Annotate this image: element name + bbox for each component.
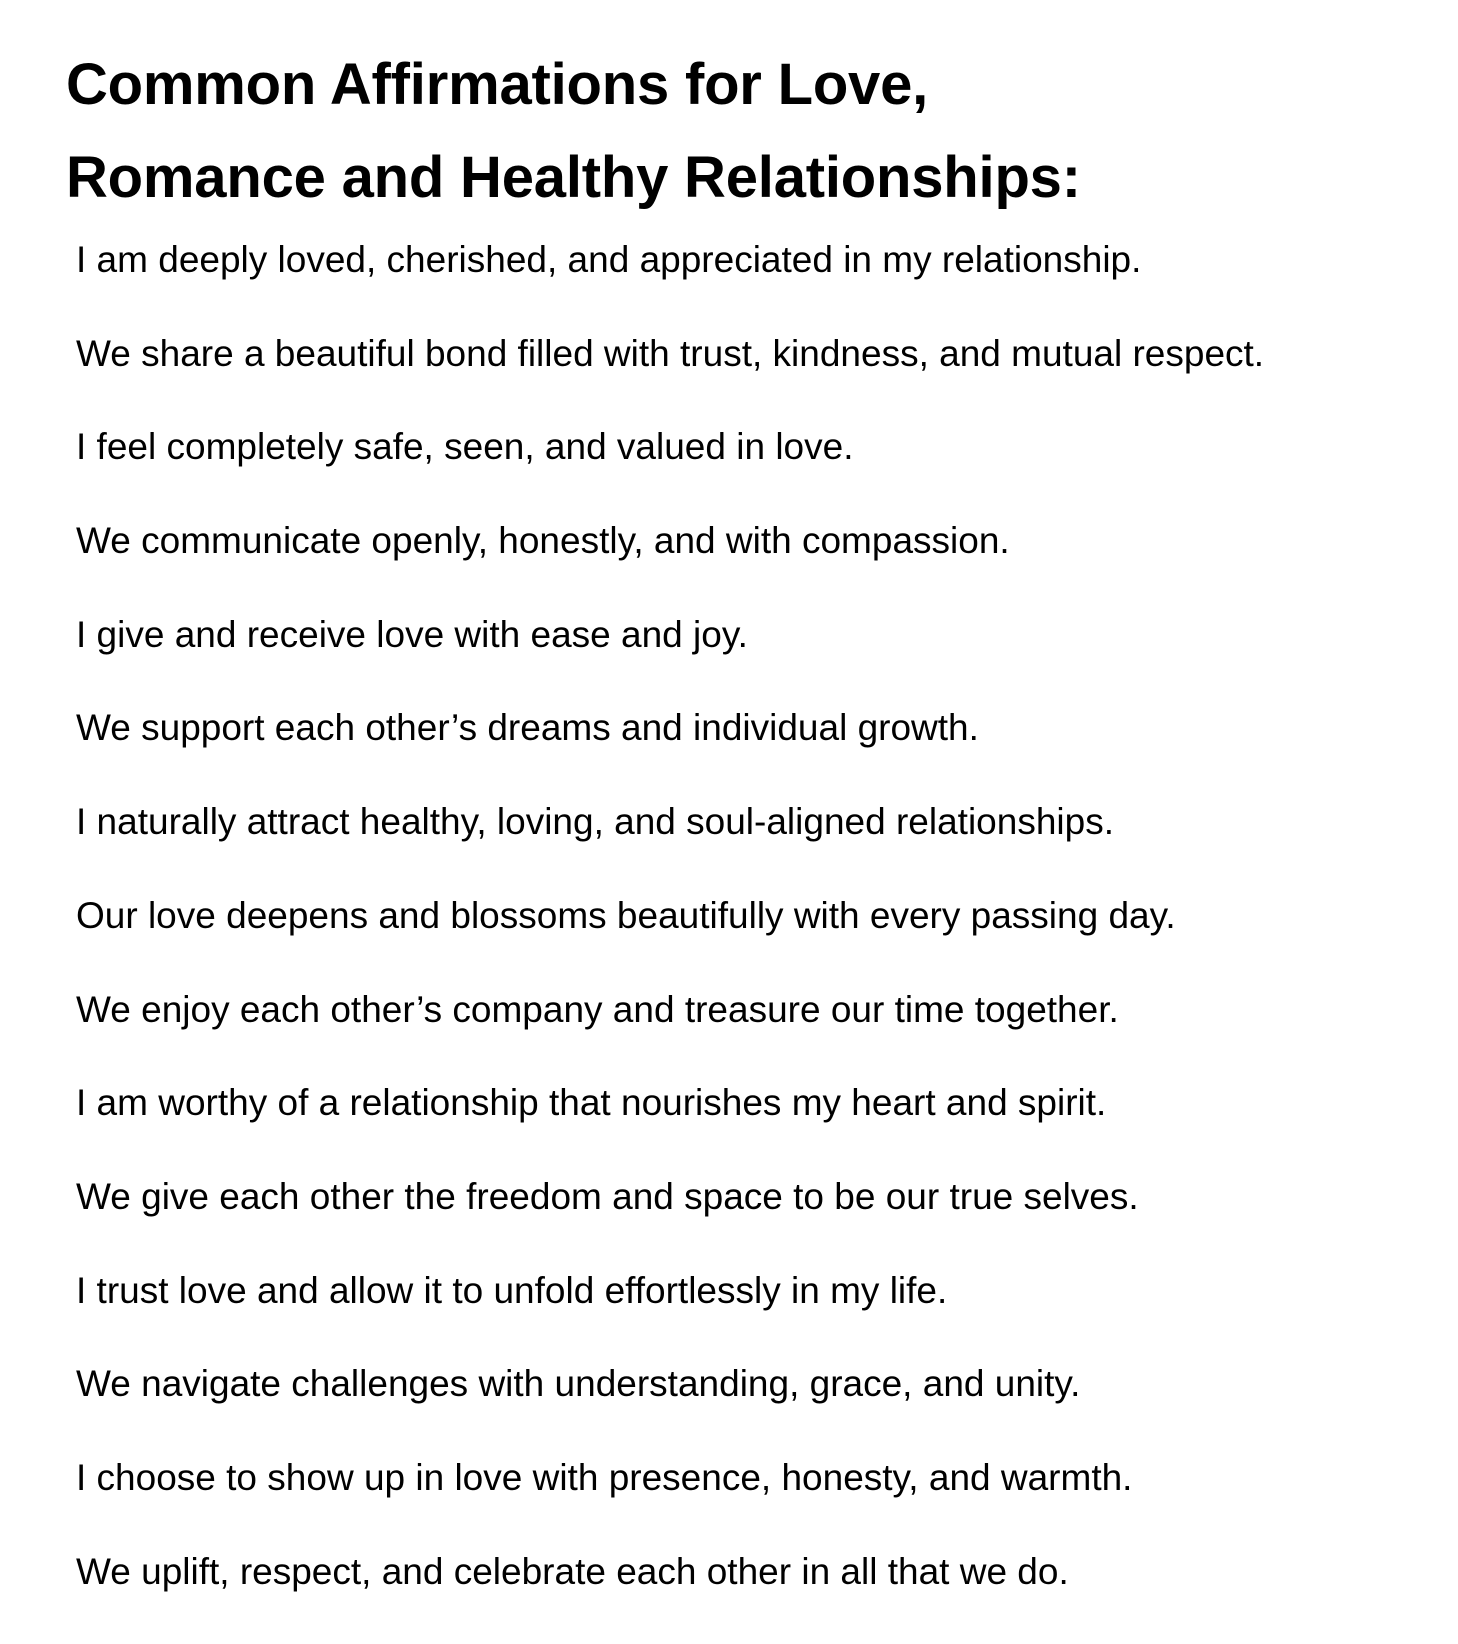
affirmation-item: I give and receive love with ease and joy. [76, 613, 748, 655]
affirmation-item: I naturally attract healthy, loving, and soul-aligned relationships. [76, 801, 1114, 843]
page-title-line-1: Common Affirmations for Love, [66, 52, 929, 117]
affirmation-item: We communicate openly, honestly, and with compassion. [76, 520, 1010, 562]
affirmation-item: We support each other’s dreams and individual growth. [76, 707, 979, 749]
affirmation-list [76, 228, 1264, 1633]
page-title-line-2: Romance and Healthy Relationships: [66, 145, 1081, 210]
affirmation-item: I feel completely safe, seen, and valued in love. [76, 426, 854, 468]
affirmation-item: I am deeply loved, cherished, and appreciated in my relationship. [76, 239, 1142, 280]
affirmation-item: I choose to show up in love with presence, honesty, and warmth. [76, 1456, 1133, 1498]
affirmation-item: Our love deepens and blossoms beautifully with every passing day. [76, 894, 1176, 936]
affirmation-item: We give each other the freedom and space to be our true selves. [76, 1175, 1139, 1217]
affirmation-item: We uplift, respect, and celebrate each other in all that we do. [76, 1550, 1069, 1592]
affirmation-item: I trust love and allow it to unfold effortlessly in my life. [76, 1269, 948, 1311]
page-title [66, 38, 1081, 224]
affirmation-item: We enjoy each other’s company and treasure our time together. [76, 988, 1119, 1030]
affirmation-item: I am worthy of a relationship that nourishes my heart and spirit. [76, 1082, 1107, 1124]
affirmation-item: We navigate challenges with understanding, grace, and unity. [76, 1363, 1081, 1405]
affirmation-item: We share a beautiful bond filled with trust, kindness, and mutual respect. [76, 332, 1265, 374]
